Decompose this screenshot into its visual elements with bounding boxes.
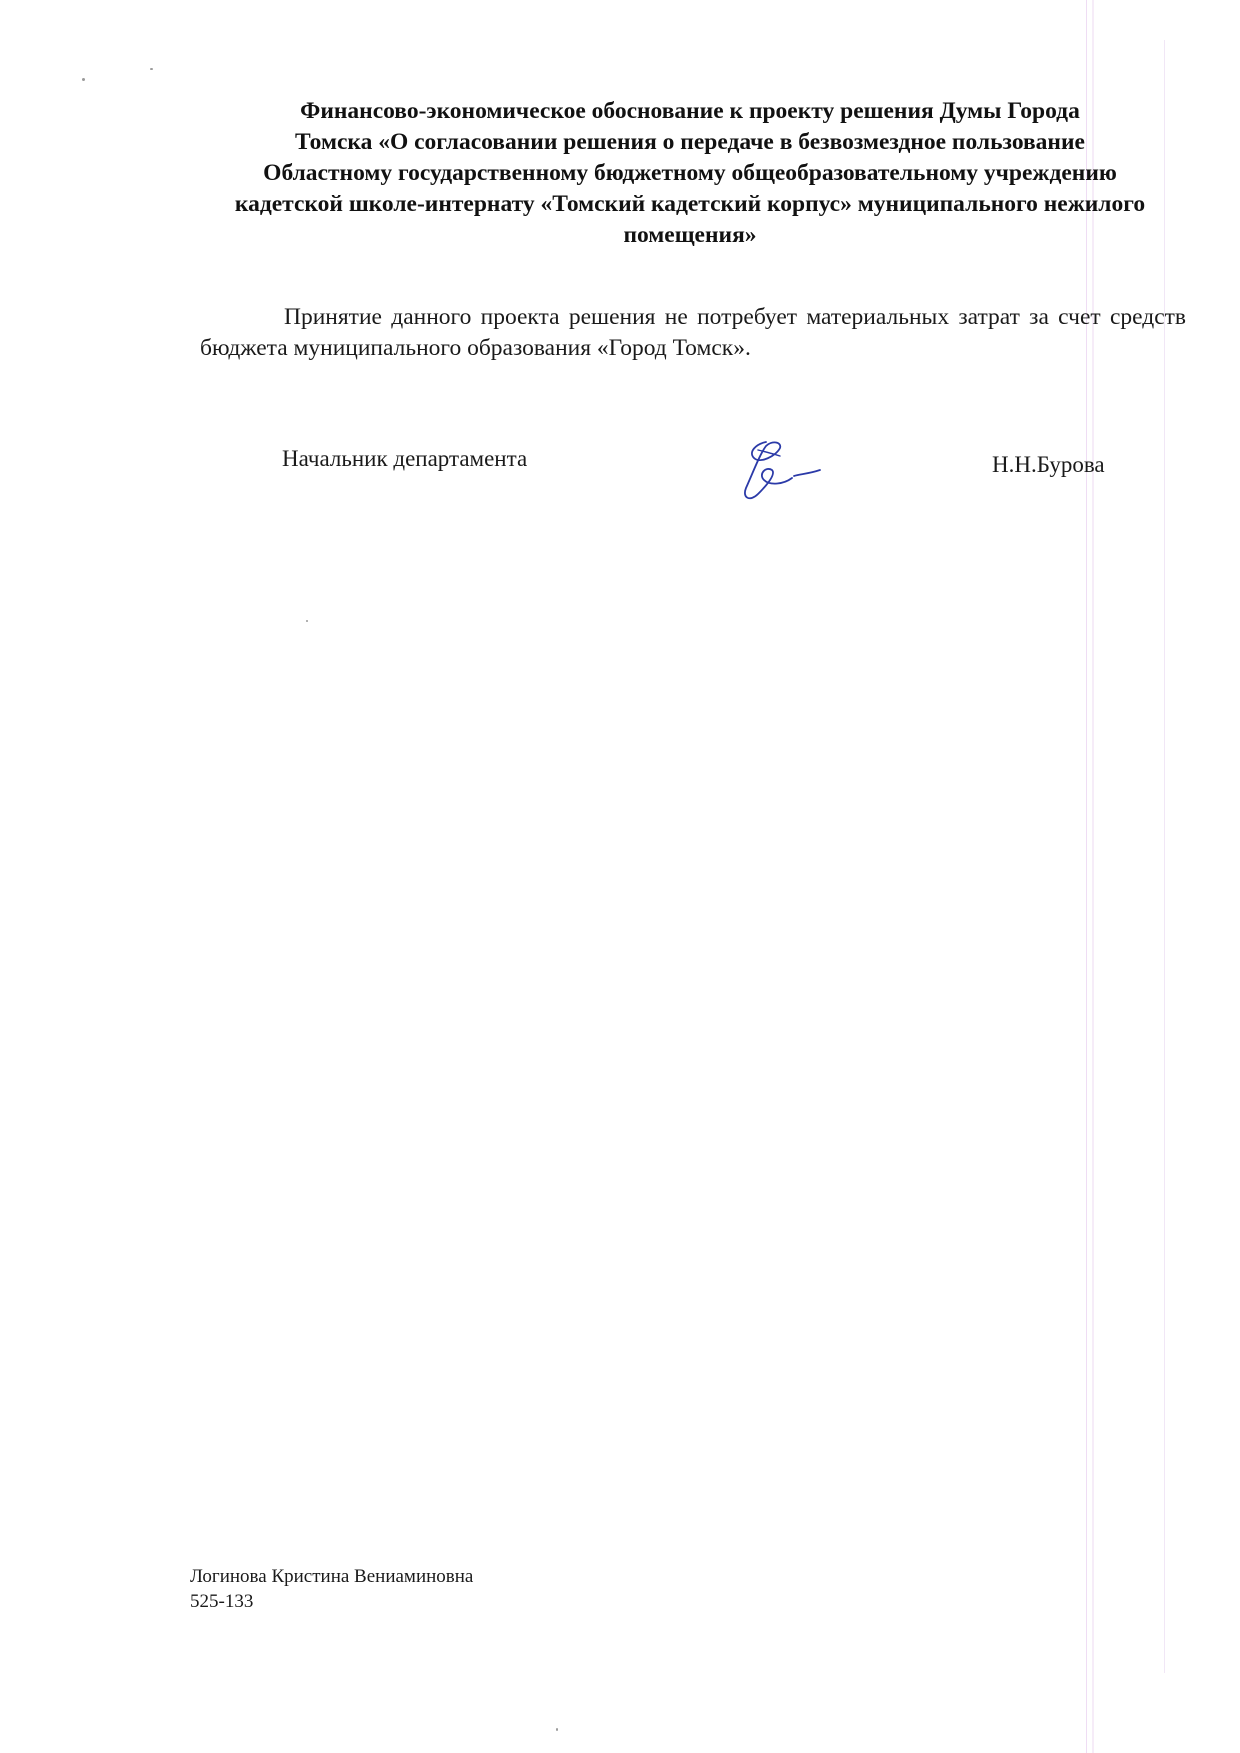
document-title — [190, 96, 1190, 251]
handwritten-signature — [736, 436, 828, 506]
signatory-position: Начальник департамента — [282, 446, 528, 471]
signatory-name: Н.Н.Бурова — [992, 452, 1105, 477]
scan-speck — [82, 78, 85, 81]
executor-name: Логинова Кристина Вениаминовна — [190, 1566, 474, 1587]
scan-artifact-line — [1092, 0, 1094, 1753]
title-line: кадетской школе-интернату «Томский кадетский корпус» муниципального нежилого — [234, 191, 1146, 217]
executor-block — [190, 1564, 473, 1614]
title-line: Томска «О согласовании решения о передаче в безвозмездное пользование — [295, 129, 1085, 155]
title-line: Финансово-экономическое обоснование к проекту решения Думы Города — [300, 98, 1080, 124]
scan-artifact-line — [1164, 40, 1165, 1673]
body-paragraph: Принятие данного проекта решения не потребует материальных затрат за счет средств бюджета муниципального образования «Город Томск». — [200, 304, 1186, 361]
scan-speck — [556, 1728, 558, 1731]
executor-phone: 525-133 — [190, 1591, 254, 1612]
scan-artifact-line — [1086, 0, 1087, 1753]
scan-speck — [306, 620, 308, 622]
title-line: помещения» — [623, 222, 757, 248]
title-line: Областному государственному бюджетному общеобразовательному учреждению — [263, 160, 1117, 186]
scan-speck — [150, 68, 153, 70]
